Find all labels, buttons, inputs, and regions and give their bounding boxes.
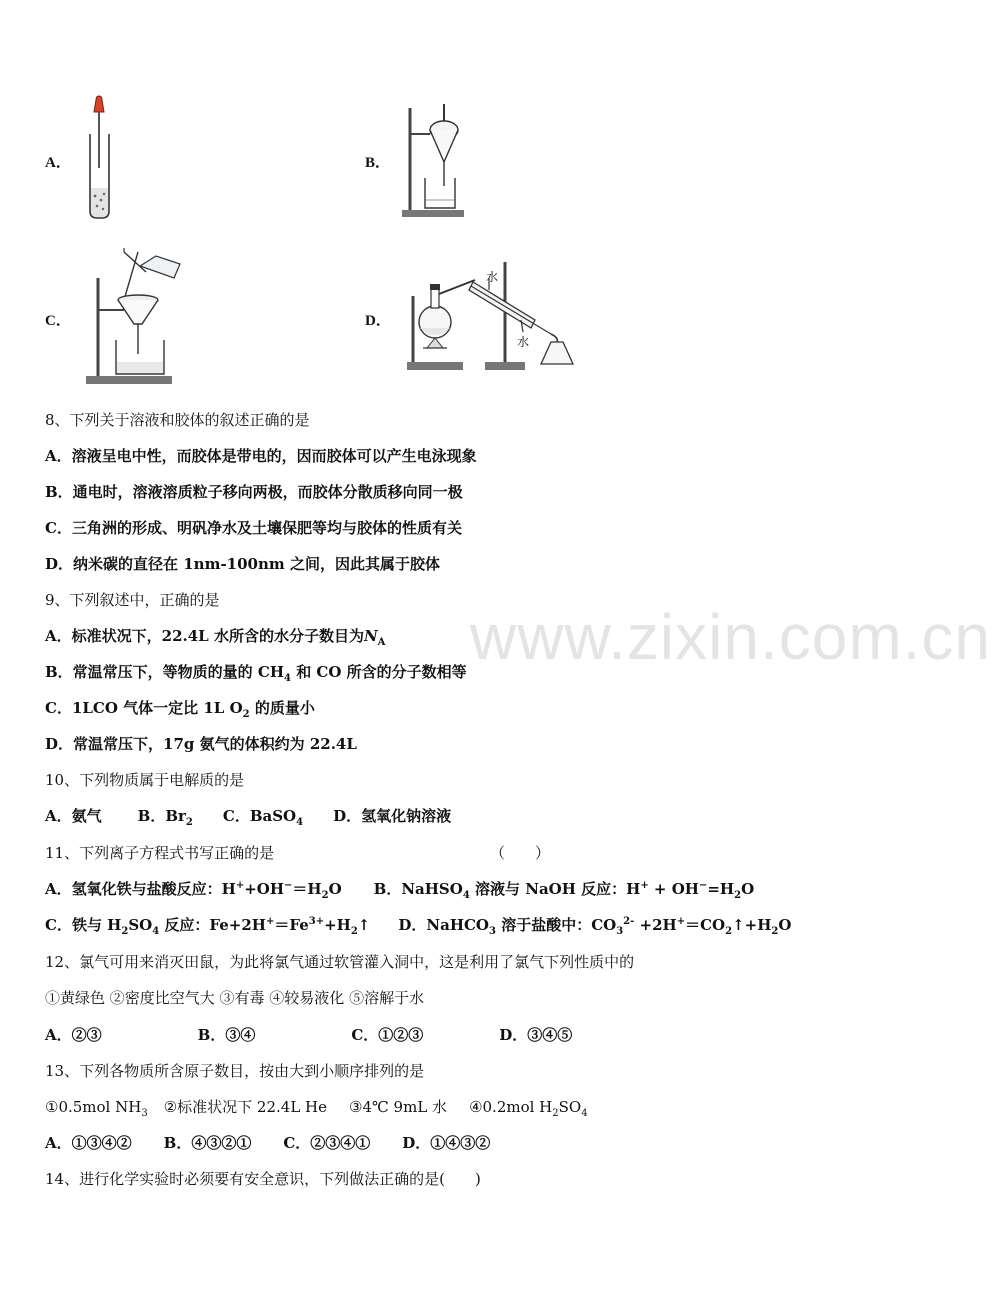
q11-d-sub1: 3 <box>489 926 496 937</box>
q11-b-3: + OH <box>648 880 699 898</box>
q11-c-4: ＝Fe <box>274 916 309 934</box>
q11-b-5: O <box>741 880 755 898</box>
q13-option-d: D．①④③② <box>402 1134 491 1152</box>
q11-option-a <box>45 880 342 901</box>
q14-stem: 14、进行化学实验时必须要有安全意识，下列做法正确的是( ) <box>45 1170 481 1188</box>
q12-options <box>45 1025 572 1045</box>
q13-item-1-sub: 3 <box>141 1108 148 1119</box>
q9-option-a-na: N <box>363 627 378 645</box>
q11-b-sub1: 4 <box>462 890 470 901</box>
q13-item-1-text: ①0.5mol NH <box>45 1098 142 1116</box>
q12-option-d: D．③④⑤ <box>499 1026 573 1044</box>
q9-option-a-text: A．标准状况下，22.4L 水所含的水分子数目为 <box>45 627 364 645</box>
q11-b-sup1: + <box>640 880 649 891</box>
q12-stem: 12、氯气可用来消灭田鼠，为此将氯气通过软管灌入洞中，这是利用了氯气下列性质中的 <box>45 953 635 971</box>
q9-option-a-na-sub: A <box>377 637 386 648</box>
q11-c-2: SO <box>128 916 153 934</box>
q8-option-a: A．溶液呈电中性，而胶体是带电的，因而胶体可以产生电泳现象 <box>45 447 477 465</box>
q9-option-a <box>45 626 385 646</box>
q11-a-3: ＝H <box>292 880 322 898</box>
q13-stem: 13、下列各物质所含原子数目，按由大到小顺序排列的是 <box>45 1062 425 1080</box>
q10-stem: 10、下列物质属于电解质的是 <box>45 771 245 789</box>
q11-a-sup2: − <box>284 880 293 891</box>
q13-item-4 <box>469 1098 588 1119</box>
q13-options <box>45 1133 490 1153</box>
q13-option-b: B．④③②① <box>163 1134 252 1152</box>
q11-d-2: 溶于盐酸中：CO <box>495 916 617 934</box>
q9-option-b-sub: 4 <box>284 673 291 684</box>
q13-option-c: C．②③④① <box>283 1134 371 1152</box>
q11-a-2: +OH <box>244 880 285 898</box>
q10-option-b-sub: 2 <box>185 817 193 828</box>
option-d-label: D． <box>365 313 391 329</box>
q11-a-sub: 2 <box>321 890 329 901</box>
q11-d-sup1: 2- <box>623 916 635 927</box>
q11-d-5: ↑+H <box>732 916 772 934</box>
q11-options-ab <box>45 879 754 899</box>
q12-option-c: C．①②③ <box>351 1026 424 1044</box>
q10-option-d: D．氢氧化钠溶液 <box>333 807 452 825</box>
q11-d-1: D．NaHCO <box>398 916 489 934</box>
q11-d-3: +2H <box>634 916 677 934</box>
q11-stem: 11、下列离子方程式书写正确的是 <box>45 844 275 862</box>
q11-b-sub2: 2 <box>734 890 742 901</box>
q9-option-c-text2: 的质量小 <box>249 699 315 717</box>
q11-c-5: +H <box>324 916 351 934</box>
q11-d-6: O <box>778 916 792 934</box>
q10-options <box>45 806 451 826</box>
q11-c-3: 反应：Fe+2H <box>159 916 266 934</box>
q13-item-2: ②标准状况下 22.4L He <box>163 1098 328 1116</box>
q11-option-d <box>398 916 792 937</box>
q9-option-d: D．常温常压下，17g 氨气的体积约为 22.4L <box>45 735 357 753</box>
q9-option-c-text1: C．1LCO 气体一定比 1L O <box>45 699 243 717</box>
dropper-test-tube-illustration <box>80 96 120 221</box>
q13-option-a: A．①③④② <box>45 1134 132 1152</box>
q11-c-1: C．铁与 H <box>45 916 122 934</box>
q13-item-3: ③4℃ 9mL 水 <box>349 1098 448 1116</box>
option-a-label: A． <box>45 155 71 171</box>
q13-items <box>45 1097 588 1117</box>
q8-option-c: C．三角洲的形成、明矾净水及土壤保肥等均与胶体的性质有关 <box>45 519 462 537</box>
q11-d-4: ＝CO <box>685 916 726 934</box>
q11-option-c <box>45 916 371 937</box>
q8-option-b: B．通电时，溶液溶质粒子移向两极，而胶体分散质移向同一极 <box>45 483 463 501</box>
q11-c-sub2: 4 <box>152 926 160 937</box>
q13-item-4-text2: SO <box>558 1098 582 1116</box>
q12-option-b: B．③④ <box>197 1026 256 1044</box>
q9-option-c-sub: 2 <box>242 709 250 720</box>
q11-c-sub3: 2 <box>350 926 358 937</box>
separatory-funnel-illustration <box>400 104 468 219</box>
q9-option-b-text2: 和 CO 所含的分子数相等 <box>290 663 467 681</box>
q11-option-b <box>373 880 755 901</box>
q11-b-sup2: − <box>698 880 708 891</box>
q10-option-b: B．Br <box>137 807 186 825</box>
water-out-label: 水 <box>517 335 530 349</box>
q11-d-sub4: 2 <box>771 926 779 937</box>
q12-option-a: A．②③ <box>45 1026 102 1044</box>
watermark: www.zixin.com.cn <box>470 601 991 673</box>
q9-option-c <box>45 698 315 718</box>
q8-option-d: D．纳米碳的直径在 1nm-100nm 之间，因此其属于胶体 <box>45 555 440 573</box>
q11-paren: （ ） <box>490 844 551 862</box>
q10-option-c-sub: 4 <box>296 817 304 828</box>
q11-b-2: 溶液与 NaOH 反应：H <box>469 880 641 898</box>
q13-item-4-text1: ④0.2mol H <box>469 1098 553 1116</box>
q11-c-sub1: 2 <box>121 926 129 937</box>
q11-b-4: =H <box>707 880 735 898</box>
water-in-label: 水 <box>486 270 499 284</box>
q11-c-6: ↑ <box>357 916 371 934</box>
q9-stem: 9、下列叙述中，正确的是 <box>45 591 220 609</box>
q8-stem: 8、下列关于溶液和胶体的叙述正确的是 <box>45 411 310 429</box>
q13-item-4-sub1: 2 <box>552 1108 559 1119</box>
option-b-label: B． <box>365 155 391 171</box>
q11-d-sub3: 2 <box>725 926 733 937</box>
q11-b-1: B．NaHSO <box>373 880 463 898</box>
q11-c-sup2: 3+ <box>308 916 325 927</box>
q10-option-c: C．BaSO <box>222 807 297 825</box>
q11-a-sup1: + <box>235 880 245 891</box>
option-c-label: C． <box>45 313 71 329</box>
q13-item-1 <box>45 1098 148 1119</box>
q12-properties: ①黄绿色 ②密度比空气大 ③有毒 ④较易液化 ⑤溶解于水 <box>45 989 425 1007</box>
q13-item-4-sub2: 4 <box>581 1108 588 1119</box>
q11-c-sup1: + <box>265 916 275 927</box>
filtration-funnel-illustration <box>84 248 184 386</box>
q9-option-b-text1: B．常温常压下，等物质的量的 CH <box>45 663 285 681</box>
q11-options-cd <box>45 915 791 935</box>
q11-d-sup2: + <box>676 916 686 927</box>
q10-option-a: A．氨气 <box>45 807 102 825</box>
q9-option-b <box>45 662 467 682</box>
q11-d-sub2: 3 <box>616 926 624 937</box>
q11-a-4: O <box>328 880 342 898</box>
q11-a-1: A．氢氧化铁与盐酸反应：H <box>45 880 236 898</box>
